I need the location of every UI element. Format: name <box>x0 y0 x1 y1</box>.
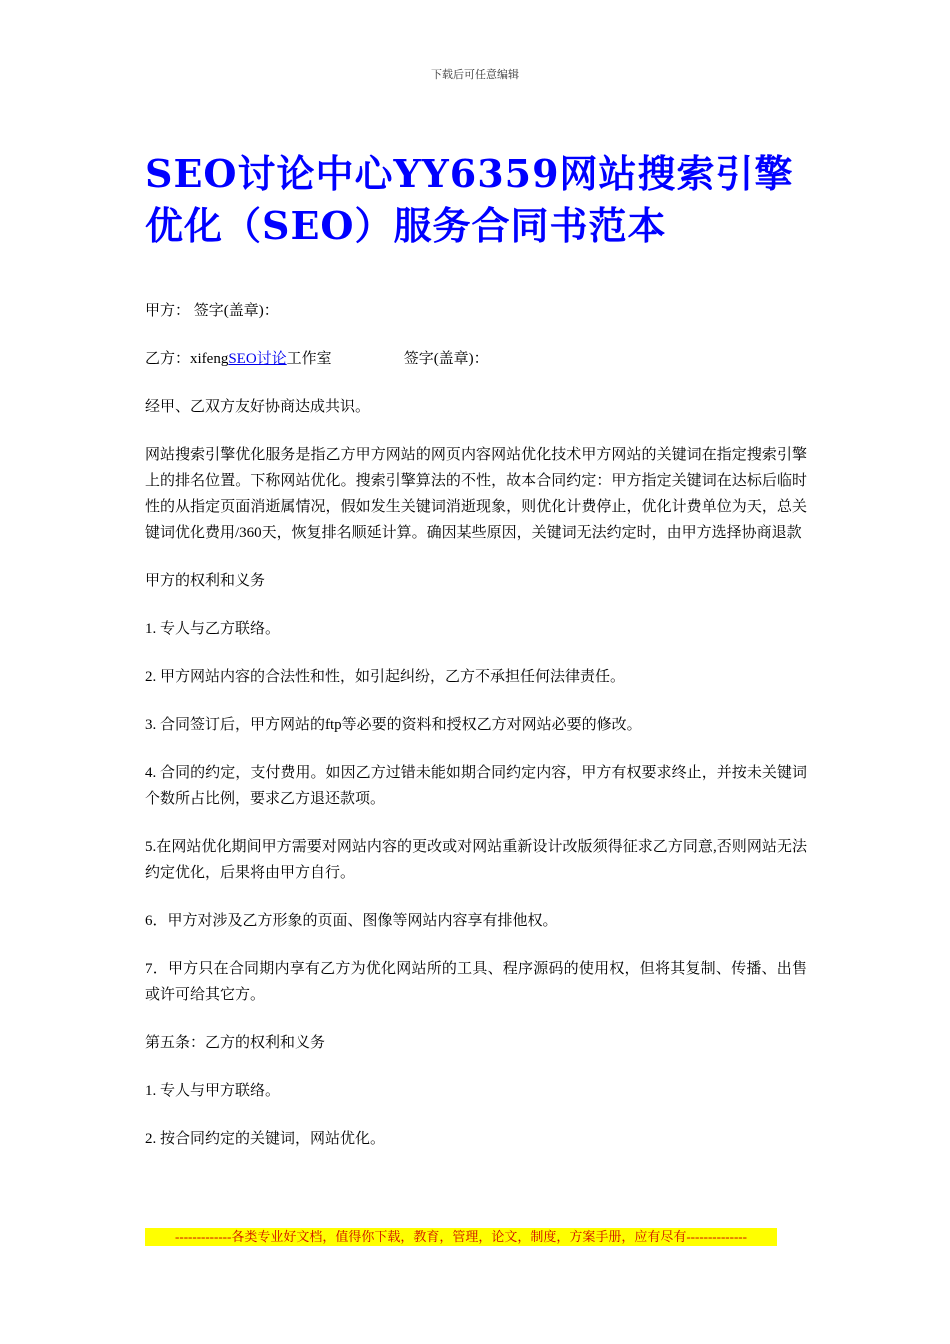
footer-banner: -------------各类专业好文档，值得你下载，教育，管理，论文，制度，方案手册，应有尽有-------------- <box>145 1228 777 1246</box>
party-b-suffix: 工作室 <box>286 351 332 367</box>
party-b-prefix: 乙方：xifeng <box>145 351 229 367</box>
list-item: 7．甲方只在合同期内享有乙方为优化网站所的工具、程序源码的使用权，但将其复制、传播、出售或许可给其它方。 <box>145 961 807 1003</box>
paragraph-definition: 网站搜索引擎优化服务是指乙方甲方网站的网页内容网站优化技术甲方网站的关键词在指定搜索引擎上的排名位置。下称网站优化。搜索引擎算法的不性，故本合同约定：甲方指定关键词在达标后临时性的从指定页面消逝属情况，假如发生关键词消逝现象，则优化计费停止，优化计费单位为天，总关键词优化费用/360天，恢复排名顺延计算。确因某些原因，关键词无法约定时，由甲方选择协商退款 <box>145 447 807 541</box>
party-b-signature: 签字(盖章)： <box>403 351 489 367</box>
list-item: 3. 合同签订后，甲方网站的ftp等必要的资料和授权乙方对网站必要的修改。 <box>145 717 642 733</box>
party-a-line: 甲方： 签字(盖章)： <box>145 303 279 319</box>
party-b-line <box>145 346 807 372</box>
section-heading-party-a: 甲方的权利和义务 <box>145 573 266 589</box>
list-item: 6．甲方对涉及乙方形象的页面、图像等网站内容享有排他权。 <box>145 913 558 929</box>
header-note: 下载后可任意编辑 <box>431 69 519 81</box>
list-item: 2. 按合同约定的关键词，网站优化。 <box>145 1131 386 1147</box>
list-item: 4. 合同的约定，支付费用。如因乙方过错未能如期合同约定内容，甲方有权要求终止，并按未关键词个数所占比例，要求乙方退还款项。 <box>145 765 807 807</box>
document-title: SEO讨论中心YY6359网站搜索引擎优化（SEO）服务合同书范本 <box>145 151 794 248</box>
section-heading-party-b: 第五条：乙方的权利和义务 <box>145 1035 326 1051</box>
list-item: 2. 甲方网站内容的合法性和性，如引起纠纷，乙方不承担任何法律责任。 <box>145 669 626 685</box>
seo-discussion-link[interactable]: SEO讨论 <box>228 351 287 367</box>
list-item: 1. 专人与甲方联络。 <box>145 1083 281 1099</box>
document-body <box>145 298 807 1174</box>
paragraph-consensus: 经甲、乙双方友好协商达成共识。 <box>145 399 371 415</box>
list-item: 1. 专人与乙方联络。 <box>145 621 281 637</box>
list-item: 5.在网站优化期间甲方需要对网站内容的更改或对网站重新设计改版须得征求乙方同意,否则网站无法约定优化，后果将由甲方自行。 <box>145 839 807 881</box>
